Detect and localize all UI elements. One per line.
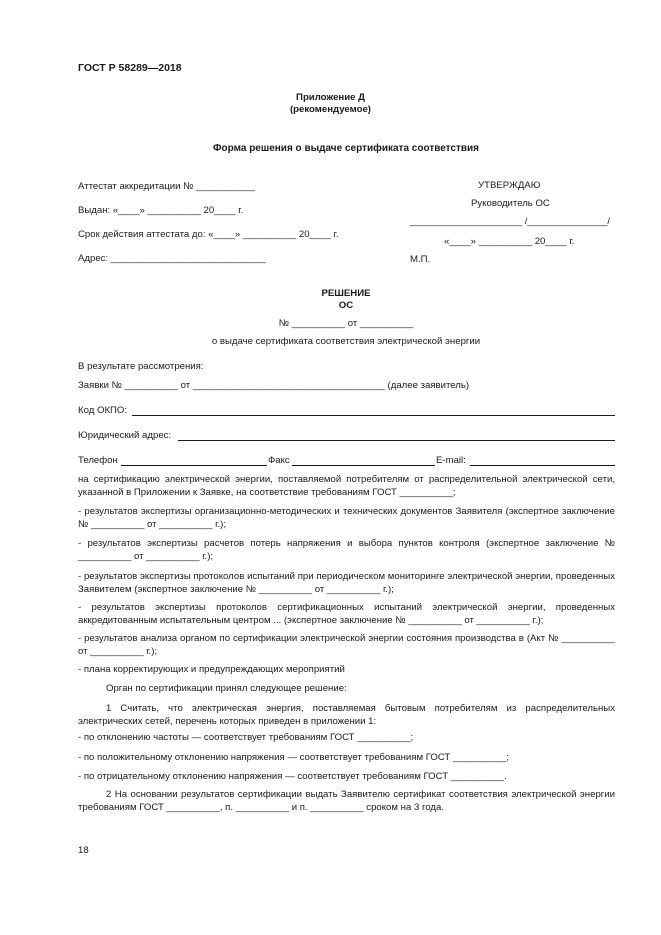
stamp-label: М.П. xyxy=(410,254,431,265)
validity-line: Срок действия аттестата до: «____» __________ 20____ г. xyxy=(78,229,339,240)
certification-paragraph: на сертификацию электрической энергии, поставляемой потребителям от распределительной электрической сети, указанной в Приложении к Заявке, на соответствие требованиям ГОСТ __________; xyxy=(78,474,615,499)
address-line: Адрес: _____________________________ xyxy=(78,253,266,264)
bullet-item: - результатов экспертизы организационно-методических и технических документов Заявителя (экспертное заключение № __________ от __________ г.); xyxy=(78,506,615,531)
fax-line xyxy=(292,465,435,466)
accreditation-line: Аттестат аккредитации № ___________ xyxy=(78,181,255,192)
deviation-item: - по положительному отклонению напряжения — соответствует требованиям ГОСТ __________; xyxy=(78,752,509,763)
legal-address-line xyxy=(178,440,615,441)
deviation-item: - по отрицательному отклонению напряжения — соответствует требованиям ГОСТ __________. xyxy=(78,771,507,782)
phone-line xyxy=(121,465,267,466)
bullet-item: - плана корректирующих и предупреждающих мероприятий xyxy=(78,664,345,675)
approval-date-line: «____» __________ 20____ г. xyxy=(444,236,575,247)
issued-line: Выдан: «____» __________ 20____ г. xyxy=(78,205,244,216)
form-title: Форма решения о выдаче сертификата соответствия xyxy=(212,143,480,154)
standard-header: ГОСТ Р 58289—2018 xyxy=(78,62,182,74)
appendix-subtitle: (рекомендуемое) xyxy=(289,104,371,115)
approve-label: УТВЕРЖДАЮ xyxy=(478,180,541,191)
deviation-item: - по отклонению частоты — соответствует требованиям ГОСТ __________; xyxy=(78,732,414,743)
bullet-item: - результатов анализа органом по сертификации электрической энергии состояния производства в (Акт № __________ от __________ г.); xyxy=(78,633,615,658)
organ-decided-text: Орган по сертификации принял следующее решение: xyxy=(106,683,347,694)
okpo-label: Код ОКПО: xyxy=(78,405,128,416)
application-line: Заявки № __________ от ____________________________________ (далее заявитель) xyxy=(78,380,470,391)
point-one-paragraph: 1 Считать, что электрическая энергия, поставляемая бытовым потребителям из распределительных электрических сетей, перечень которых приведен в приложении 1: xyxy=(78,703,615,728)
bullet-item: - результатов экспертизы протоколов сертификационных испытаний электрической энергии, проведенных аккредитованным испытательным центром ... (экспертное заключение № __________ от __________ г.); xyxy=(78,602,615,627)
decision-subtitle: ОС xyxy=(338,300,354,311)
page-number: 18 xyxy=(78,845,89,856)
bullet-item: - результатов экспертизы расчетов потерь напряжения и выбора пунктов контроля (экспертное заключение № __________ от __________ г.); xyxy=(78,538,615,563)
decision-title: РЕШЕНИЕ xyxy=(321,288,371,299)
decision-about: о выдаче сертификата соответствия электрической энергии xyxy=(211,336,481,347)
signature-line: _____________________ /_______________/ xyxy=(410,216,611,227)
decision-number: № __________ от __________ xyxy=(278,318,414,329)
intro-text: В результате рассмотрения: xyxy=(78,361,204,372)
email-label: E-mail: xyxy=(436,455,466,466)
point-two-paragraph: 2 На основании результатов сертификации выдать Заявителю сертификат соответствия электрической энергии требованиям ГОСТ __________, п. __________ и п. __________ сроком на 3 года. xyxy=(78,789,615,814)
okpo-line xyxy=(132,415,615,416)
email-line xyxy=(470,465,615,466)
phone-label: Телефон xyxy=(78,455,118,466)
fax-label: Факс xyxy=(268,455,290,466)
head-label: Руководитель ОС xyxy=(471,198,550,209)
legal-address-label: Юридический адрес: xyxy=(78,430,172,441)
appendix-title: Приложение Д xyxy=(296,92,365,103)
bullet-item: - результатов экспертизы протоколов испытаний при периодическом мониторинге электрической энергии, проведенных Заявителем (экспертное заключение № __________ от __________ г.); xyxy=(78,571,615,596)
